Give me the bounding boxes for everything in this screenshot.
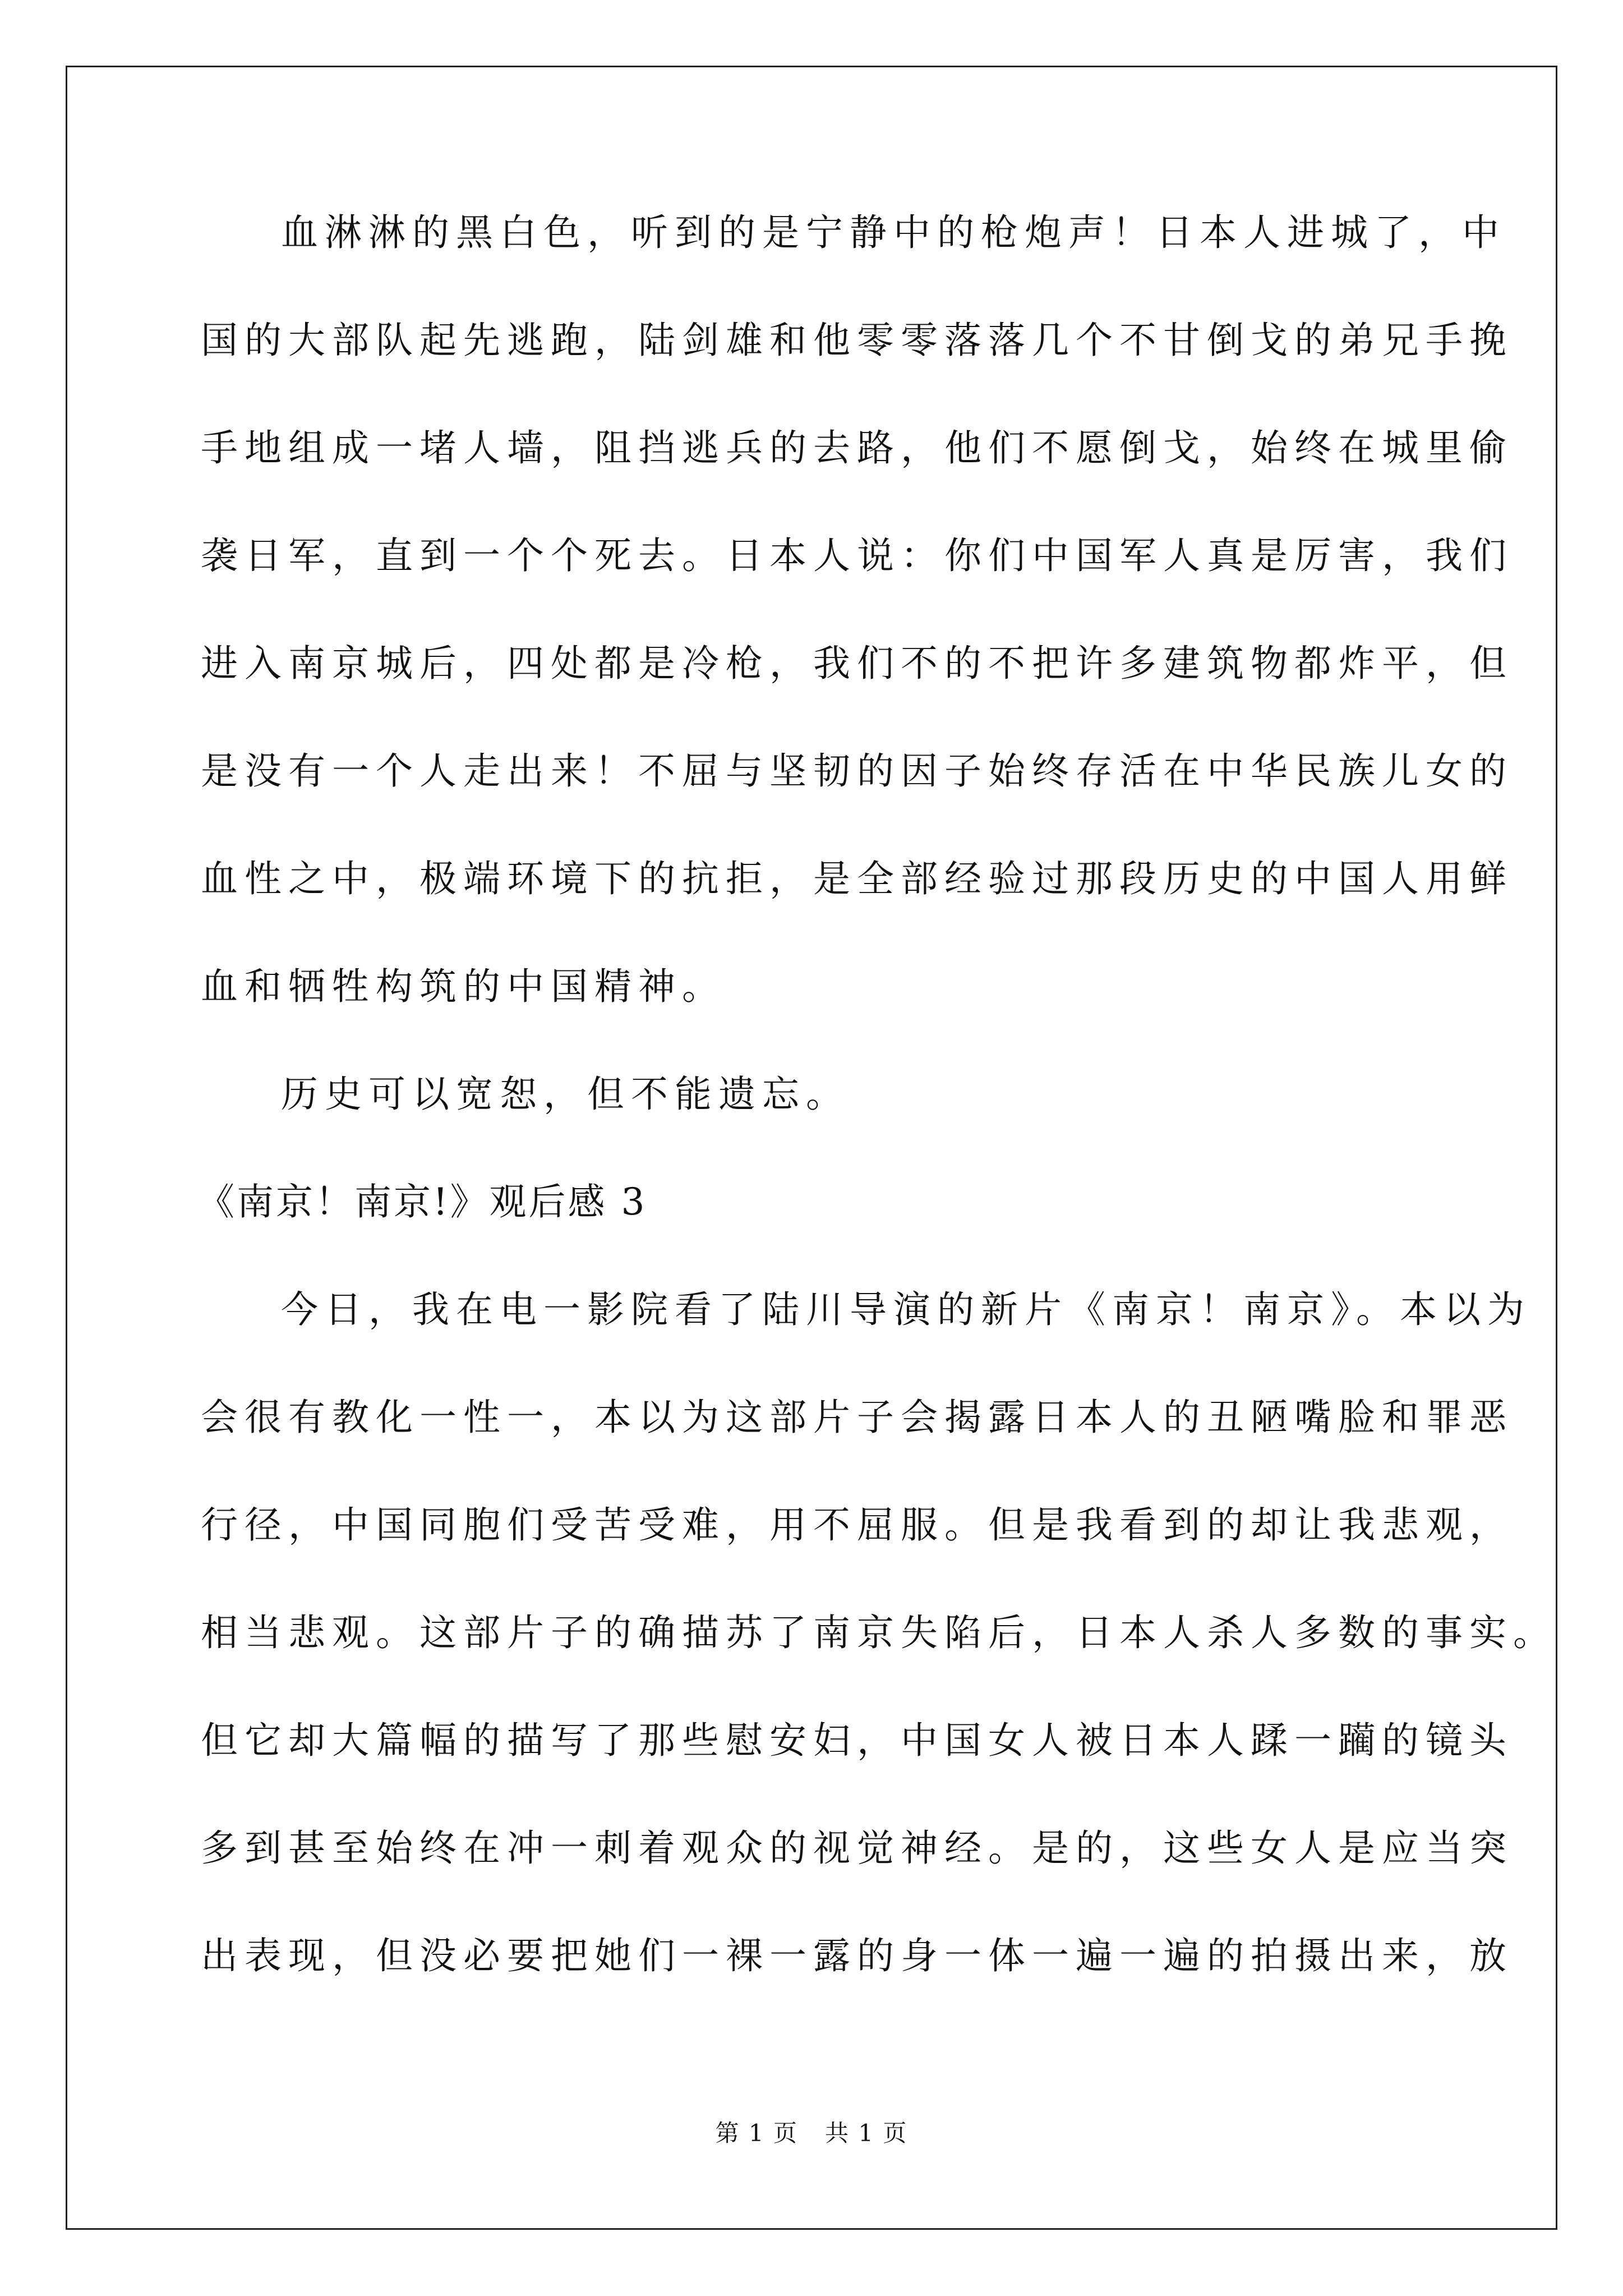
paragraph-1-line: 国的大部队起先逃跑，陆剑雄和他零零落落几个不甘倒戈的弟兄手挽	[201, 319, 1513, 362]
paragraph-1-line: 进入南京城后，四处都是冷枪，我们不的不把许多建筑物都炸平，但	[201, 642, 1513, 685]
page-number: 第 1 页	[715, 2119, 798, 2147]
paragraph-3-line: 相当悲观。这部片子的确描苏了南京失陷后，日本人杀人多数的事实。	[201, 1611, 1557, 1654]
paragraph-1-line: 血淋淋的黑白色，听到的是宁静中的枪炮声！日本人进城了，中	[281, 211, 1506, 254]
paragraph-3-line: 多到甚至始终在冲一刺着观众的视觉神经。是的，这些女人是应当突	[201, 1826, 1513, 1870]
paragraph-3-line: 行径，中国同胞们受苦受难，用不屈服。但是我看到的却让我悲观，	[201, 1503, 1513, 1547]
paragraph-3-line: 但它却大篇幅的描写了那些慰安妇，中国女人被日本人蹂一躏的镜头	[201, 1719, 1513, 1762]
section-heading: 《南京！南京!》观后感 3	[197, 1180, 647, 1223]
paragraph-1-line: 是没有一个人走出来！不屈与坚韧的因子始终存活在中华民族儿女的	[201, 749, 1513, 793]
paragraph-1-line: 手地组成一堵人墙，阻挡逃兵的去路，他们不愿倒戈，始终在城里偷	[201, 426, 1513, 470]
paragraph-1-line: 血和牺牲构筑的中国精神。	[201, 965, 726, 1008]
paragraph-3-line: 会很有教化一性一，本以为这部片子会揭露日本人的丑陋嘴脸和罪恶	[201, 1396, 1513, 1439]
paragraph-1-line: 血性之中，极端环境下的抗拒，是全部经验过那段历史的中国人用鲜	[201, 857, 1513, 900]
paragraph-2: 历史可以宽恕，但不能遗忘。	[281, 1073, 850, 1116]
paragraph-1-line: 袭日军，直到一个个死去。日本人说：你们中国军人真是厉害，我们	[201, 534, 1513, 577]
page-total: 共 1 页	[825, 2119, 908, 2147]
page-border	[66, 66, 1557, 2230]
page-footer	[0, 2119, 1623, 2147]
paragraph-3-line: 今日，我在电一影院看了陆川导演的新片《南京！南京》。本以为	[281, 1288, 1531, 1331]
paragraph-3-line: 出表现，但没必要把她们一裸一露的身一体一遍一遍的拍摄出来，放	[201, 1934, 1513, 1977]
